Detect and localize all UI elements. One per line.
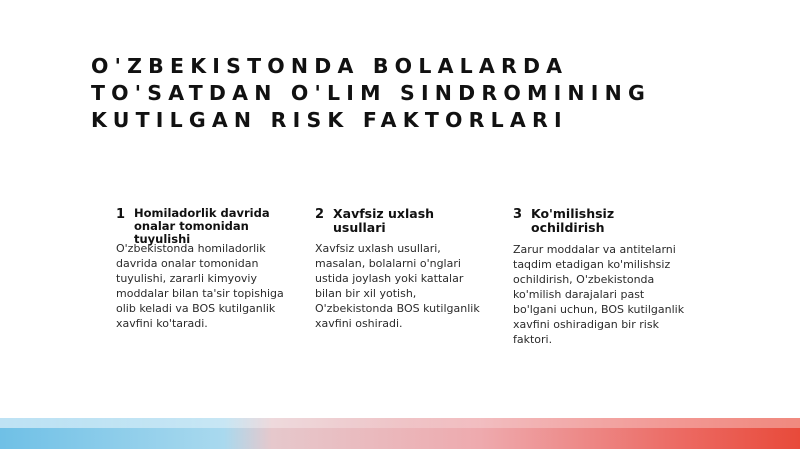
risk-factor-2 [315,205,490,330]
risk-factor-1 [116,205,291,330]
risk-factor-heading: Homiladorlik davrida onalar tomonidan tuyulishi [134,206,270,246]
risk-factor-description: Xavfsiz uxlash usullari, masalan, bolalarni o'nglari ustida joylash yoki kattalar bilan bir xil yotish, O'zbekistonda BOS kutilganlik xavfini oshiradi. [315,242,480,330]
risk-factor-header [116,205,291,246]
risk-factor-heading: Ko'milishsiz ochildirish [531,206,615,235]
risk-factor-3 [513,205,688,346]
risk-factor-header [315,205,490,239]
risk-factor-header [513,205,688,239]
risk-factor-description: O'zbekistonda homiladorlik davrida onalar tomonidan tuyulishi, zararli kimyoviy moddalar bilan ta'sir topishiga olib keladi va BOS kutilganlik xavfini ko'taradi. [116,242,284,330]
slide-title: O'ZBEKISTONDA BOLALARDA TO'SATDAN O'LIM SINDROMINING KUTILGAN RISK FAKTORLARI [91,54,651,132]
risk-factor-number: 2 [315,207,325,222]
risk-factor-description: Zarur moddalar va antitelarni taqdim etadigan ko'milishsiz ochildirish, O'zbekistonda ko'milish darajalari past bo'lgani uchun, BOS kutilganlik xavfini oshiradigan bir risk faktori. [513,243,685,346]
risk-factor-heading: Xavfsiz uxlash usullari [333,206,435,235]
decorative-gradient-bar [0,418,800,449]
risk-factor-number: 1 [116,207,126,222]
risk-factor-number: 3 [513,207,523,222]
